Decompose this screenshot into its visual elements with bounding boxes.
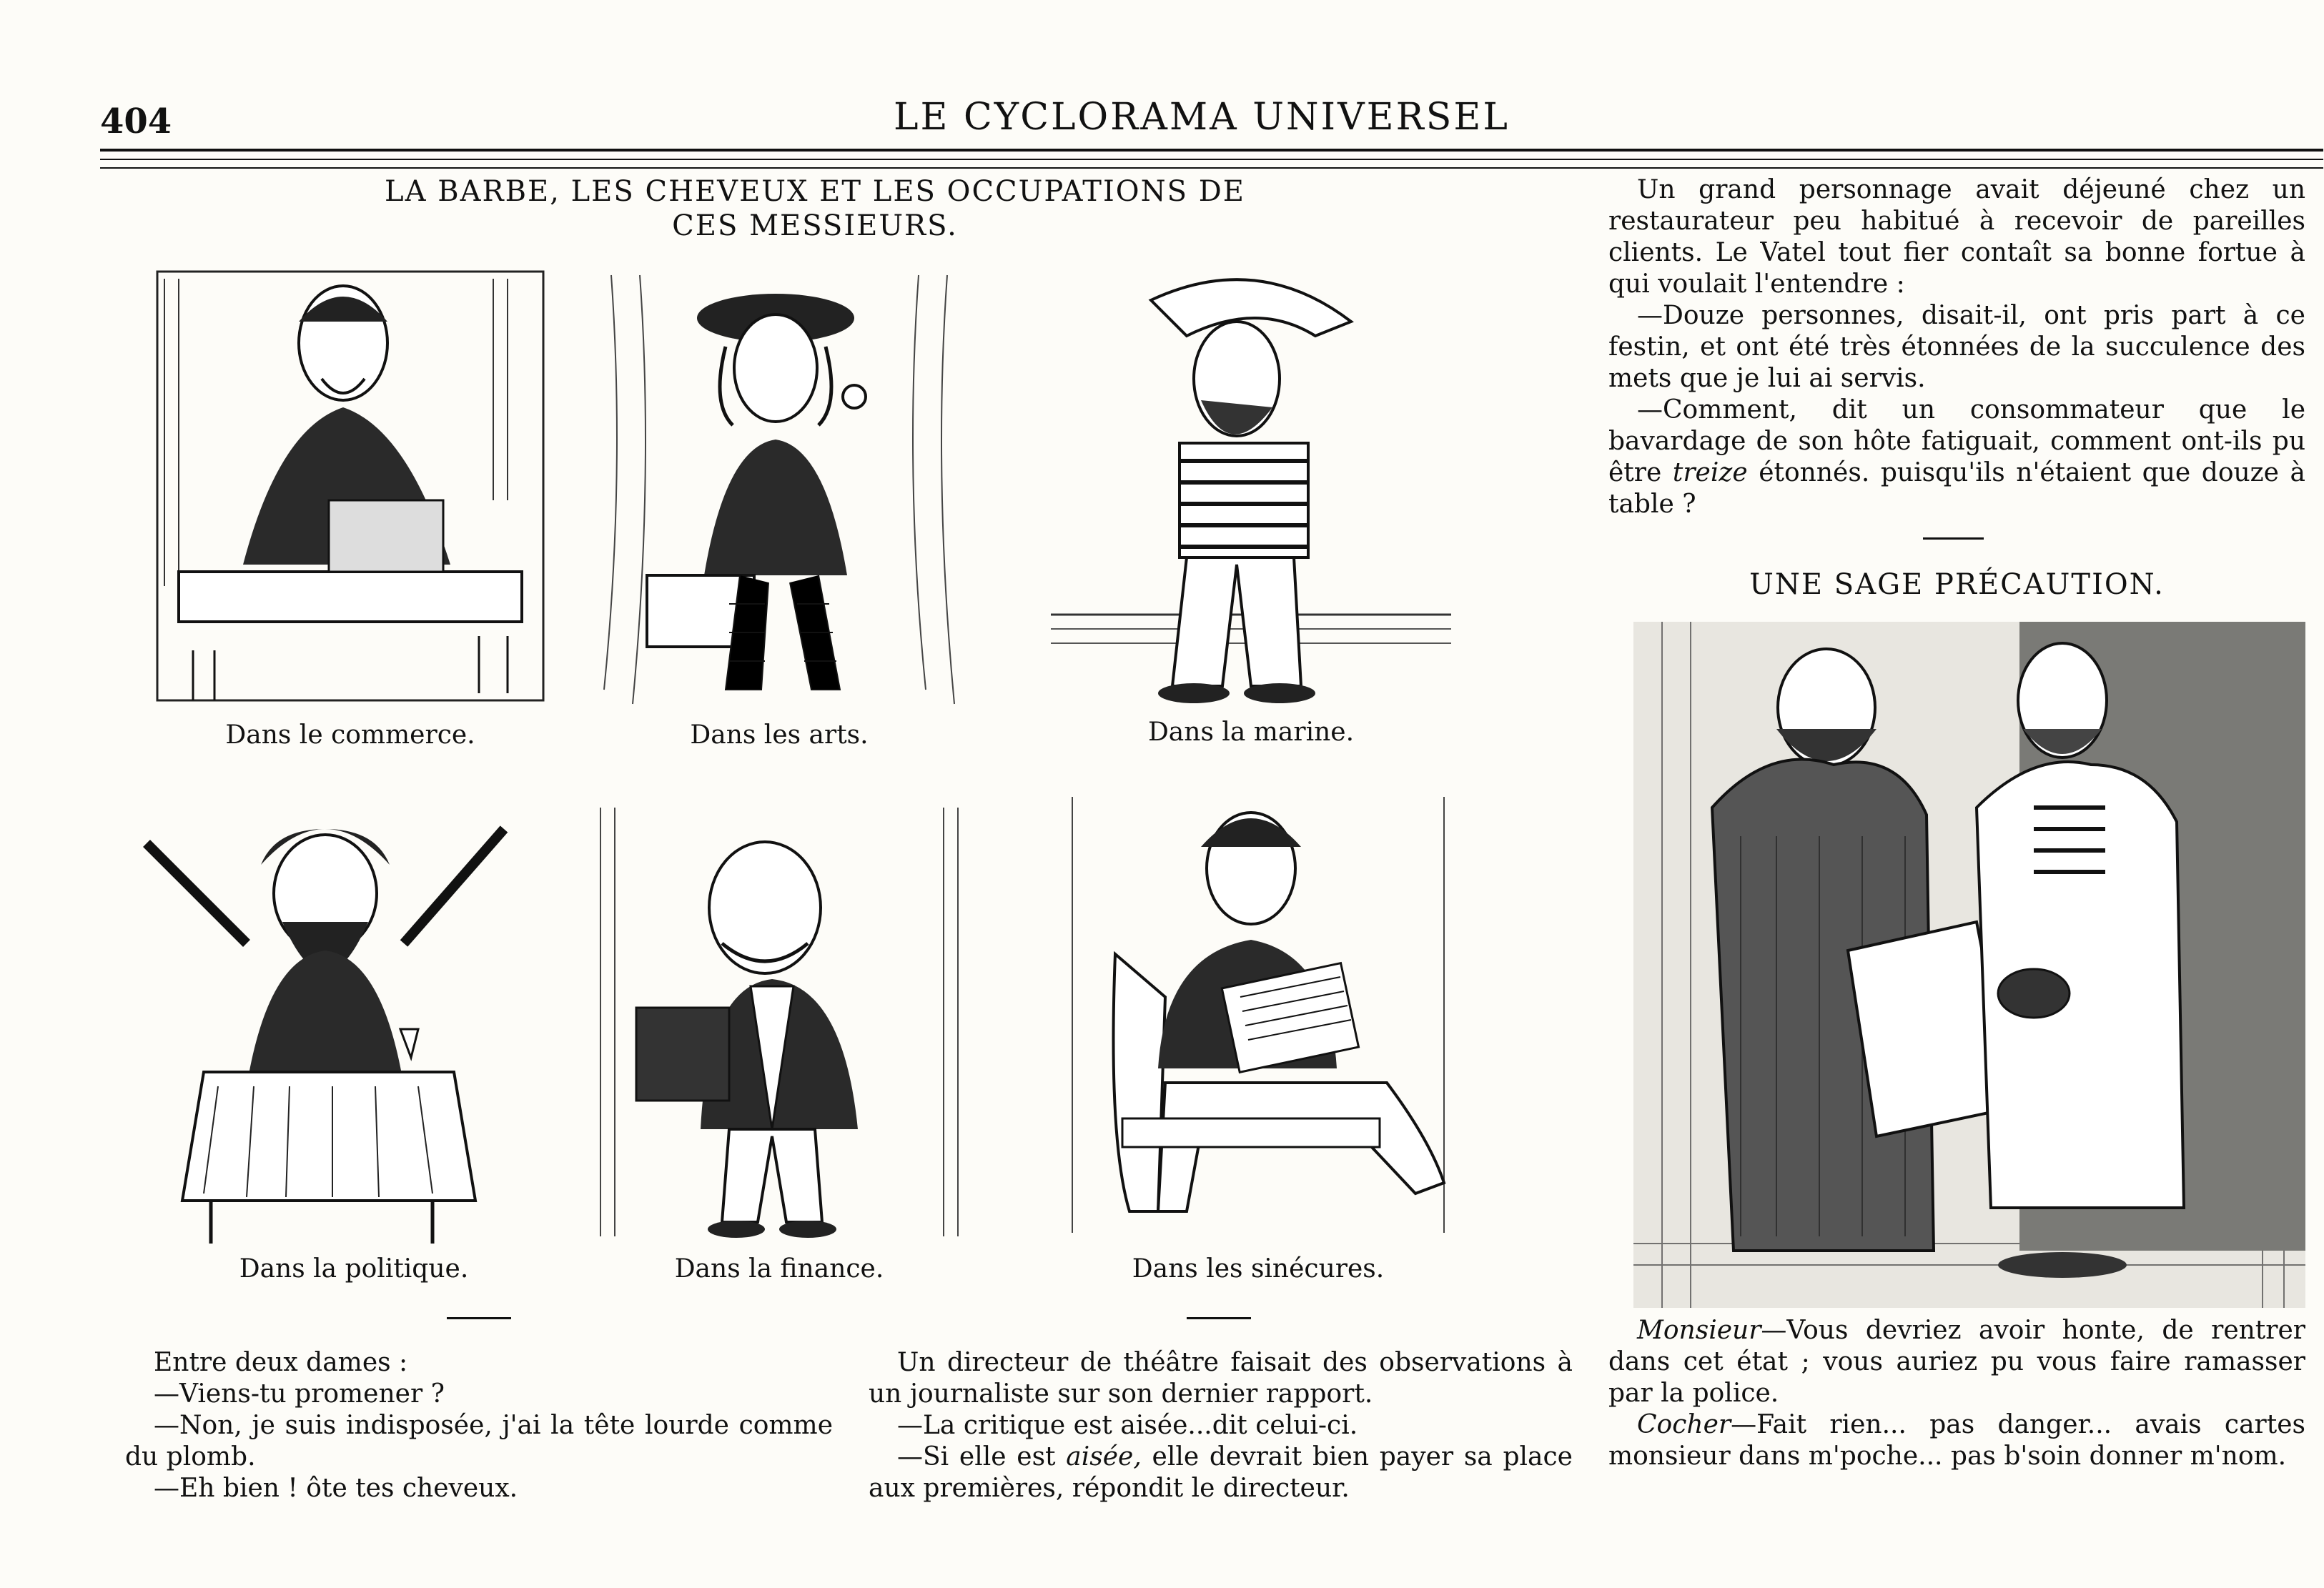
separator-rule-right	[1923, 537, 1984, 540]
dialogue-cocher	[1608, 1409, 2305, 1472]
shopkeeper-illustration	[150, 264, 550, 708]
anecdote-dames-line2: —Viens-tu promener ?	[154, 1379, 445, 1409]
dialogue-monsieur-text: —Vous devriez avoir honte, de rentrer dans cet état ; vous auriez pu vous faire ramasser par la police.	[1608, 1316, 2305, 1408]
anecdote-vatel-line3-pre: —Comment, dit un consommateur que le bavardage de son hôte fatiguait, comment ont-ils pu être	[1608, 395, 2305, 487]
anecdote-theatre-line3-pre: —Si elle est	[897, 1442, 1067, 1472]
caption-marine: Dans la marine.	[1147, 718, 1355, 747]
caption-commerce: Dans le commerce.	[225, 720, 475, 750]
anecdote-vatel-line3-post: étonnés. puisqu'ils n'étaient que douze à table ?	[1608, 458, 2305, 519]
sage-precaution-dialogue	[1608, 1315, 2305, 1472]
caption-politique: Dans la politique.	[239, 1254, 469, 1284]
page-number: 404	[100, 101, 172, 142]
anecdote-theatre	[869, 1347, 1573, 1504]
anecdote-dames-line1: Entre deux dames :	[154, 1348, 408, 1377]
speaker-monsieur: Monsieur	[1637, 1316, 1761, 1345]
sailor-illustration	[1044, 257, 1458, 715]
cartoon-section-title	[186, 174, 1444, 243]
running-title: LE CYCLORAMA UNIVERSEL	[894, 96, 1510, 139]
anecdote-dames-line4: —Eh bien ! ôte tes cheveux.	[154, 1474, 518, 1503]
header-rule-thin-2	[100, 167, 2323, 169]
anecdote-theatre-line1: Un directeur de théâtre faisait des observations à un journaliste sur son dernier rapport.	[869, 1348, 1573, 1409]
cartoon-title-line1: LA BARBE, LES CHEVEUX ET LES OCCUPATIONS DE	[385, 175, 1245, 208]
separator-rule-left	[447, 1317, 511, 1319]
anecdote-vatel-line3-ital: treize	[1672, 458, 1748, 487]
header-rule-thick	[100, 149, 2323, 152]
dialogue-monsieur	[1608, 1315, 2305, 1409]
anecdote-dames	[125, 1347, 833, 1504]
dialogue-cocher-text: —Fait rien... pas danger... avais cartes monsieur dans m'poche... pas b'soin donner m'nom.	[1608, 1410, 2305, 1471]
anecdote-vatel-line1: Un grand personnage avait déjeuné chez un restaurateur peu habitué à recevoir de pareilles clients. Le Vatel tout fier contaît sa bonne fortue à qui voulait l'entendre :	[1608, 175, 2305, 299]
anecdote-vatel-line3	[1608, 394, 2305, 520]
politician-illustration	[118, 786, 533, 1251]
header-rule-thin	[100, 159, 2323, 160]
anecdote-theatre-line3-post: elle devrait bien payer sa place aux premières, répondit le directeur.	[869, 1442, 1573, 1503]
financier-illustration	[586, 793, 972, 1251]
caption-sinecures: Dans les sinécures.	[1132, 1254, 1385, 1284]
sage-precaution-title: UNE SAGE PRÉCAUTION.	[1749, 568, 2165, 601]
two-men-doorway-illustration	[1633, 622, 2305, 1308]
artist-illustration	[583, 261, 976, 711]
caption-arts: Dans les arts.	[690, 720, 869, 750]
caption-finance: Dans la finance.	[674, 1254, 884, 1284]
cartoon-title-line2: CES MESSIEURS.	[672, 209, 958, 242]
anecdote-theatre-line3	[869, 1441, 1573, 1504]
anecdote-theatre-line2: —La critique est aisée...dit celui-ci.	[897, 1411, 1358, 1440]
anecdote-dames-line3: —Non, je suis indisposée, j'ai la tête lourde comme du plomb.	[125, 1411, 833, 1472]
anecdote-theatre-line3-ital: aisée,	[1066, 1442, 1142, 1472]
separator-rule-center	[1187, 1317, 1251, 1319]
anecdote-vatel	[1608, 174, 2305, 520]
idler-illustration	[1058, 783, 1458, 1251]
anecdote-vatel-line2: —Douze personnes, disait-il, ont pris part à ce festin, et ont été très étonnées de la succulence des mets que je lui ai servis.	[1608, 301, 2305, 393]
speaker-cocher: Cocher	[1637, 1410, 1731, 1439]
